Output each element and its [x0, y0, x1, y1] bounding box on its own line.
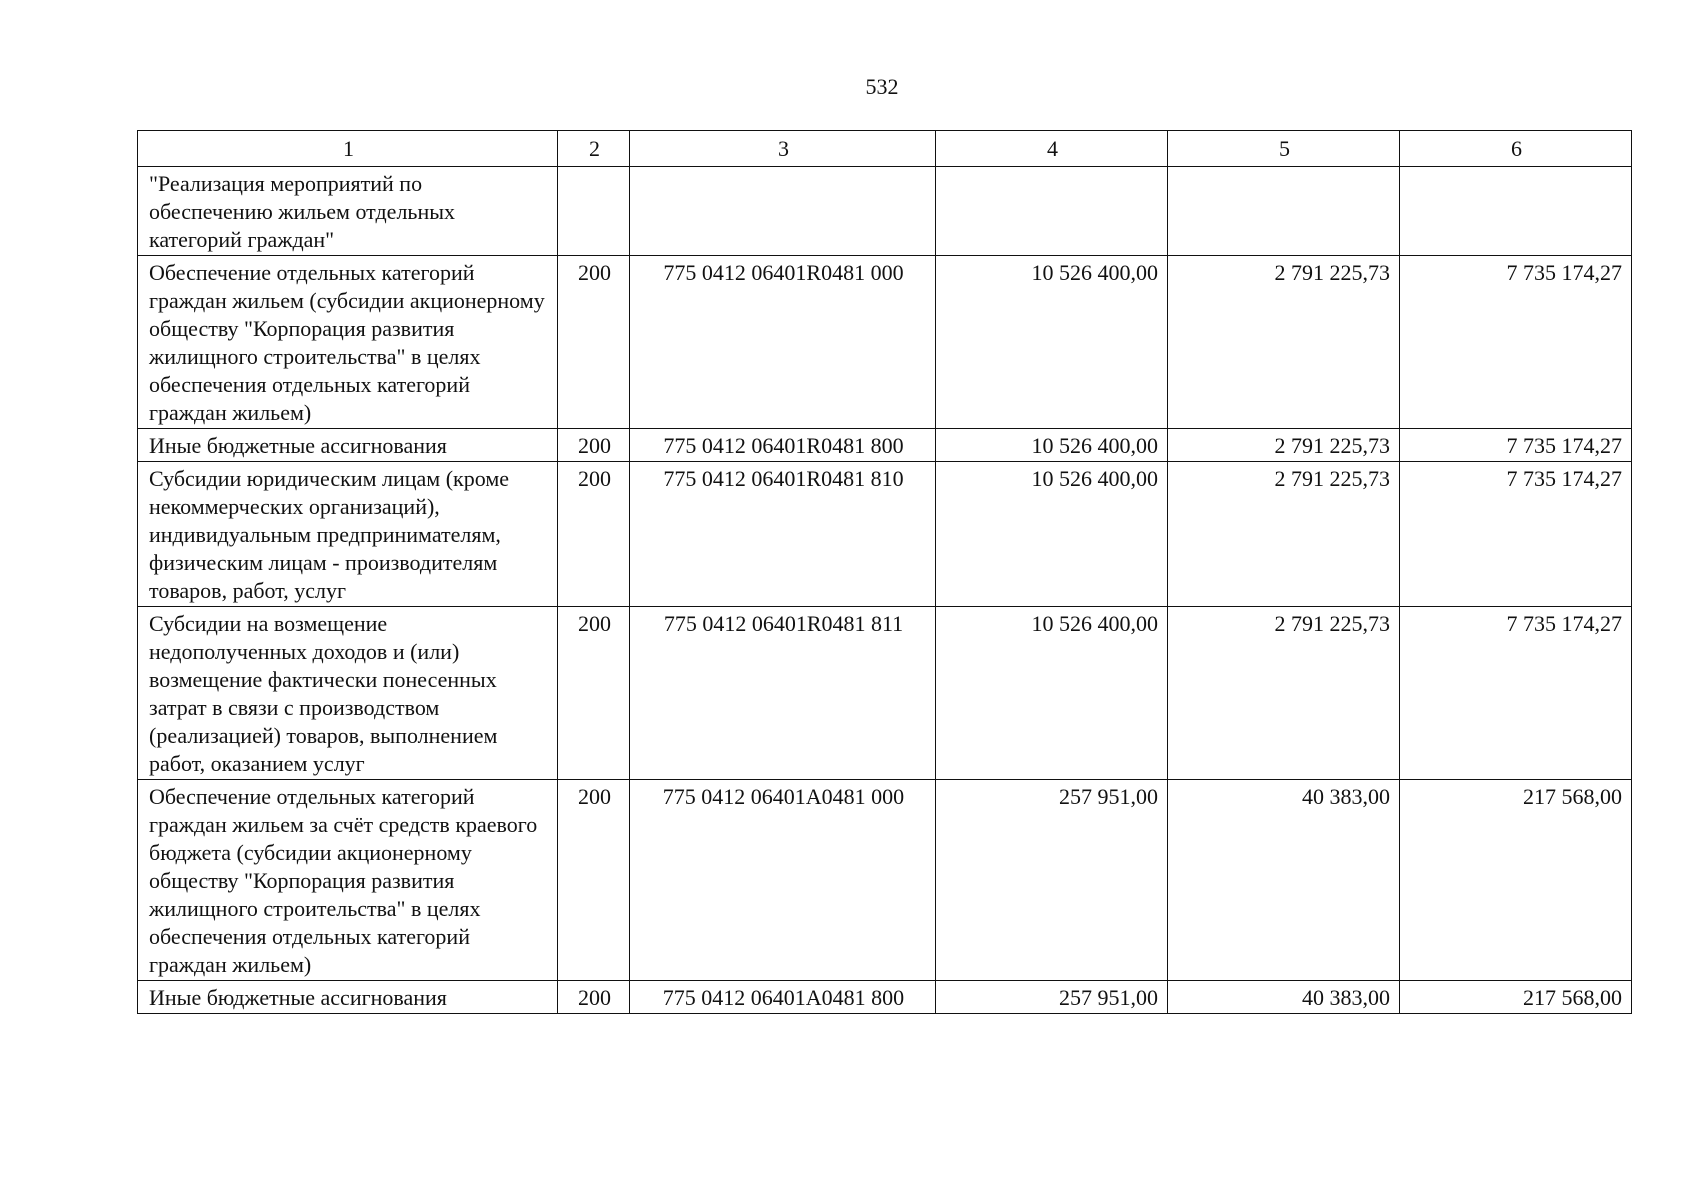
row-grbs-cell	[558, 167, 630, 256]
row-value5-cell: 2 791 225,73	[1168, 607, 1400, 780]
row-value6-cell	[1400, 167, 1632, 256]
table-row	[138, 167, 1632, 256]
row-code-cell	[630, 167, 936, 256]
row-value4-cell: 10 526 400,00	[936, 429, 1168, 462]
row-name-cell: Обеспечение отдельных категорий граждан жильем за счёт средств краевого бюджета (субсидии акционерному обществу "Корпорация развития жилищного строительства" в целях обеспечения отдельных категорий граждан жильем)	[138, 780, 558, 981]
row-value6-cell: 217 568,00	[1400, 780, 1632, 981]
column-header: 2	[558, 131, 630, 167]
page-number: 532	[865, 74, 899, 99]
column-header: 4	[936, 131, 1168, 167]
row-name-cell: "Реализация мероприятий по обеспечению жильем отдельных категорий граждан"	[138, 167, 558, 256]
row-value5-cell: 40 383,00	[1168, 780, 1400, 981]
table-row	[138, 256, 1632, 429]
row-code-cell: 775 0412 06401A0481 800	[630, 981, 936, 1014]
row-code-cell: 775 0412 06401R0481 000	[630, 256, 936, 429]
row-grbs-cell: 200	[558, 462, 630, 607]
row-value6-cell: 7 735 174,27	[1400, 429, 1632, 462]
row-name-cell: Субсидии юридическим лицам (кроме некоммерческих организаций), индивидуальным предпринимателям, физическим лицам - производителям товаров, работ, услуг	[138, 462, 558, 607]
budget-table	[137, 130, 1632, 1014]
row-grbs-cell: 200	[558, 256, 630, 429]
row-value6-cell: 7 735 174,27	[1400, 462, 1632, 607]
table-row	[138, 429, 1632, 462]
column-header: 3	[630, 131, 936, 167]
table-row	[138, 462, 1632, 607]
row-value4-cell: 257 951,00	[936, 780, 1168, 981]
row-name-cell: Иные бюджетные ассигнования	[138, 429, 558, 462]
row-code-cell: 775 0412 06401R0481 811	[630, 607, 936, 780]
row-name-cell: Субсидии на возмещение недополученных доходов и (или) возмещение фактически понесенных затрат в связи с производством (реализацией) товаров, выполнением работ, оказанием услуг	[138, 607, 558, 780]
row-value6-cell: 217 568,00	[1400, 981, 1632, 1014]
row-value5-cell: 40 383,00	[1168, 981, 1400, 1014]
column-header: 6	[1400, 131, 1632, 167]
table-row	[138, 981, 1632, 1014]
row-grbs-cell: 200	[558, 780, 630, 981]
row-value5-cell	[1168, 167, 1400, 256]
row-code-cell: 775 0412 06401A0481 000	[630, 780, 936, 981]
table-row	[138, 607, 1632, 780]
row-grbs-cell: 200	[558, 607, 630, 780]
row-value4-cell: 257 951,00	[936, 981, 1168, 1014]
row-value6-cell: 7 735 174,27	[1400, 607, 1632, 780]
row-value4-cell: 10 526 400,00	[936, 462, 1168, 607]
column-header: 5	[1168, 131, 1400, 167]
row-value6-cell: 7 735 174,27	[1400, 256, 1632, 429]
row-grbs-cell: 200	[558, 429, 630, 462]
row-value4-cell	[936, 167, 1168, 256]
table-row	[138, 780, 1632, 981]
row-value4-cell: 10 526 400,00	[936, 607, 1168, 780]
row-value5-cell: 2 791 225,73	[1168, 429, 1400, 462]
row-name-cell: Иные бюджетные ассигнования	[138, 981, 558, 1014]
row-value5-cell: 2 791 225,73	[1168, 256, 1400, 429]
row-code-cell: 775 0412 06401R0481 800	[630, 429, 936, 462]
row-name-cell: Обеспечение отдельных категорий граждан жильем (субсидии акционерному обществу "Корпорация развития жилищного строительства" в целях обеспечения отдельных категорий граждан жильем)	[138, 256, 558, 429]
column-header: 1	[138, 131, 558, 167]
row-value4-cell: 10 526 400,00	[936, 256, 1168, 429]
row-value5-cell: 2 791 225,73	[1168, 462, 1400, 607]
row-grbs-cell: 200	[558, 981, 630, 1014]
row-code-cell: 775 0412 06401R0481 810	[630, 462, 936, 607]
table-header-row	[138, 131, 1632, 167]
